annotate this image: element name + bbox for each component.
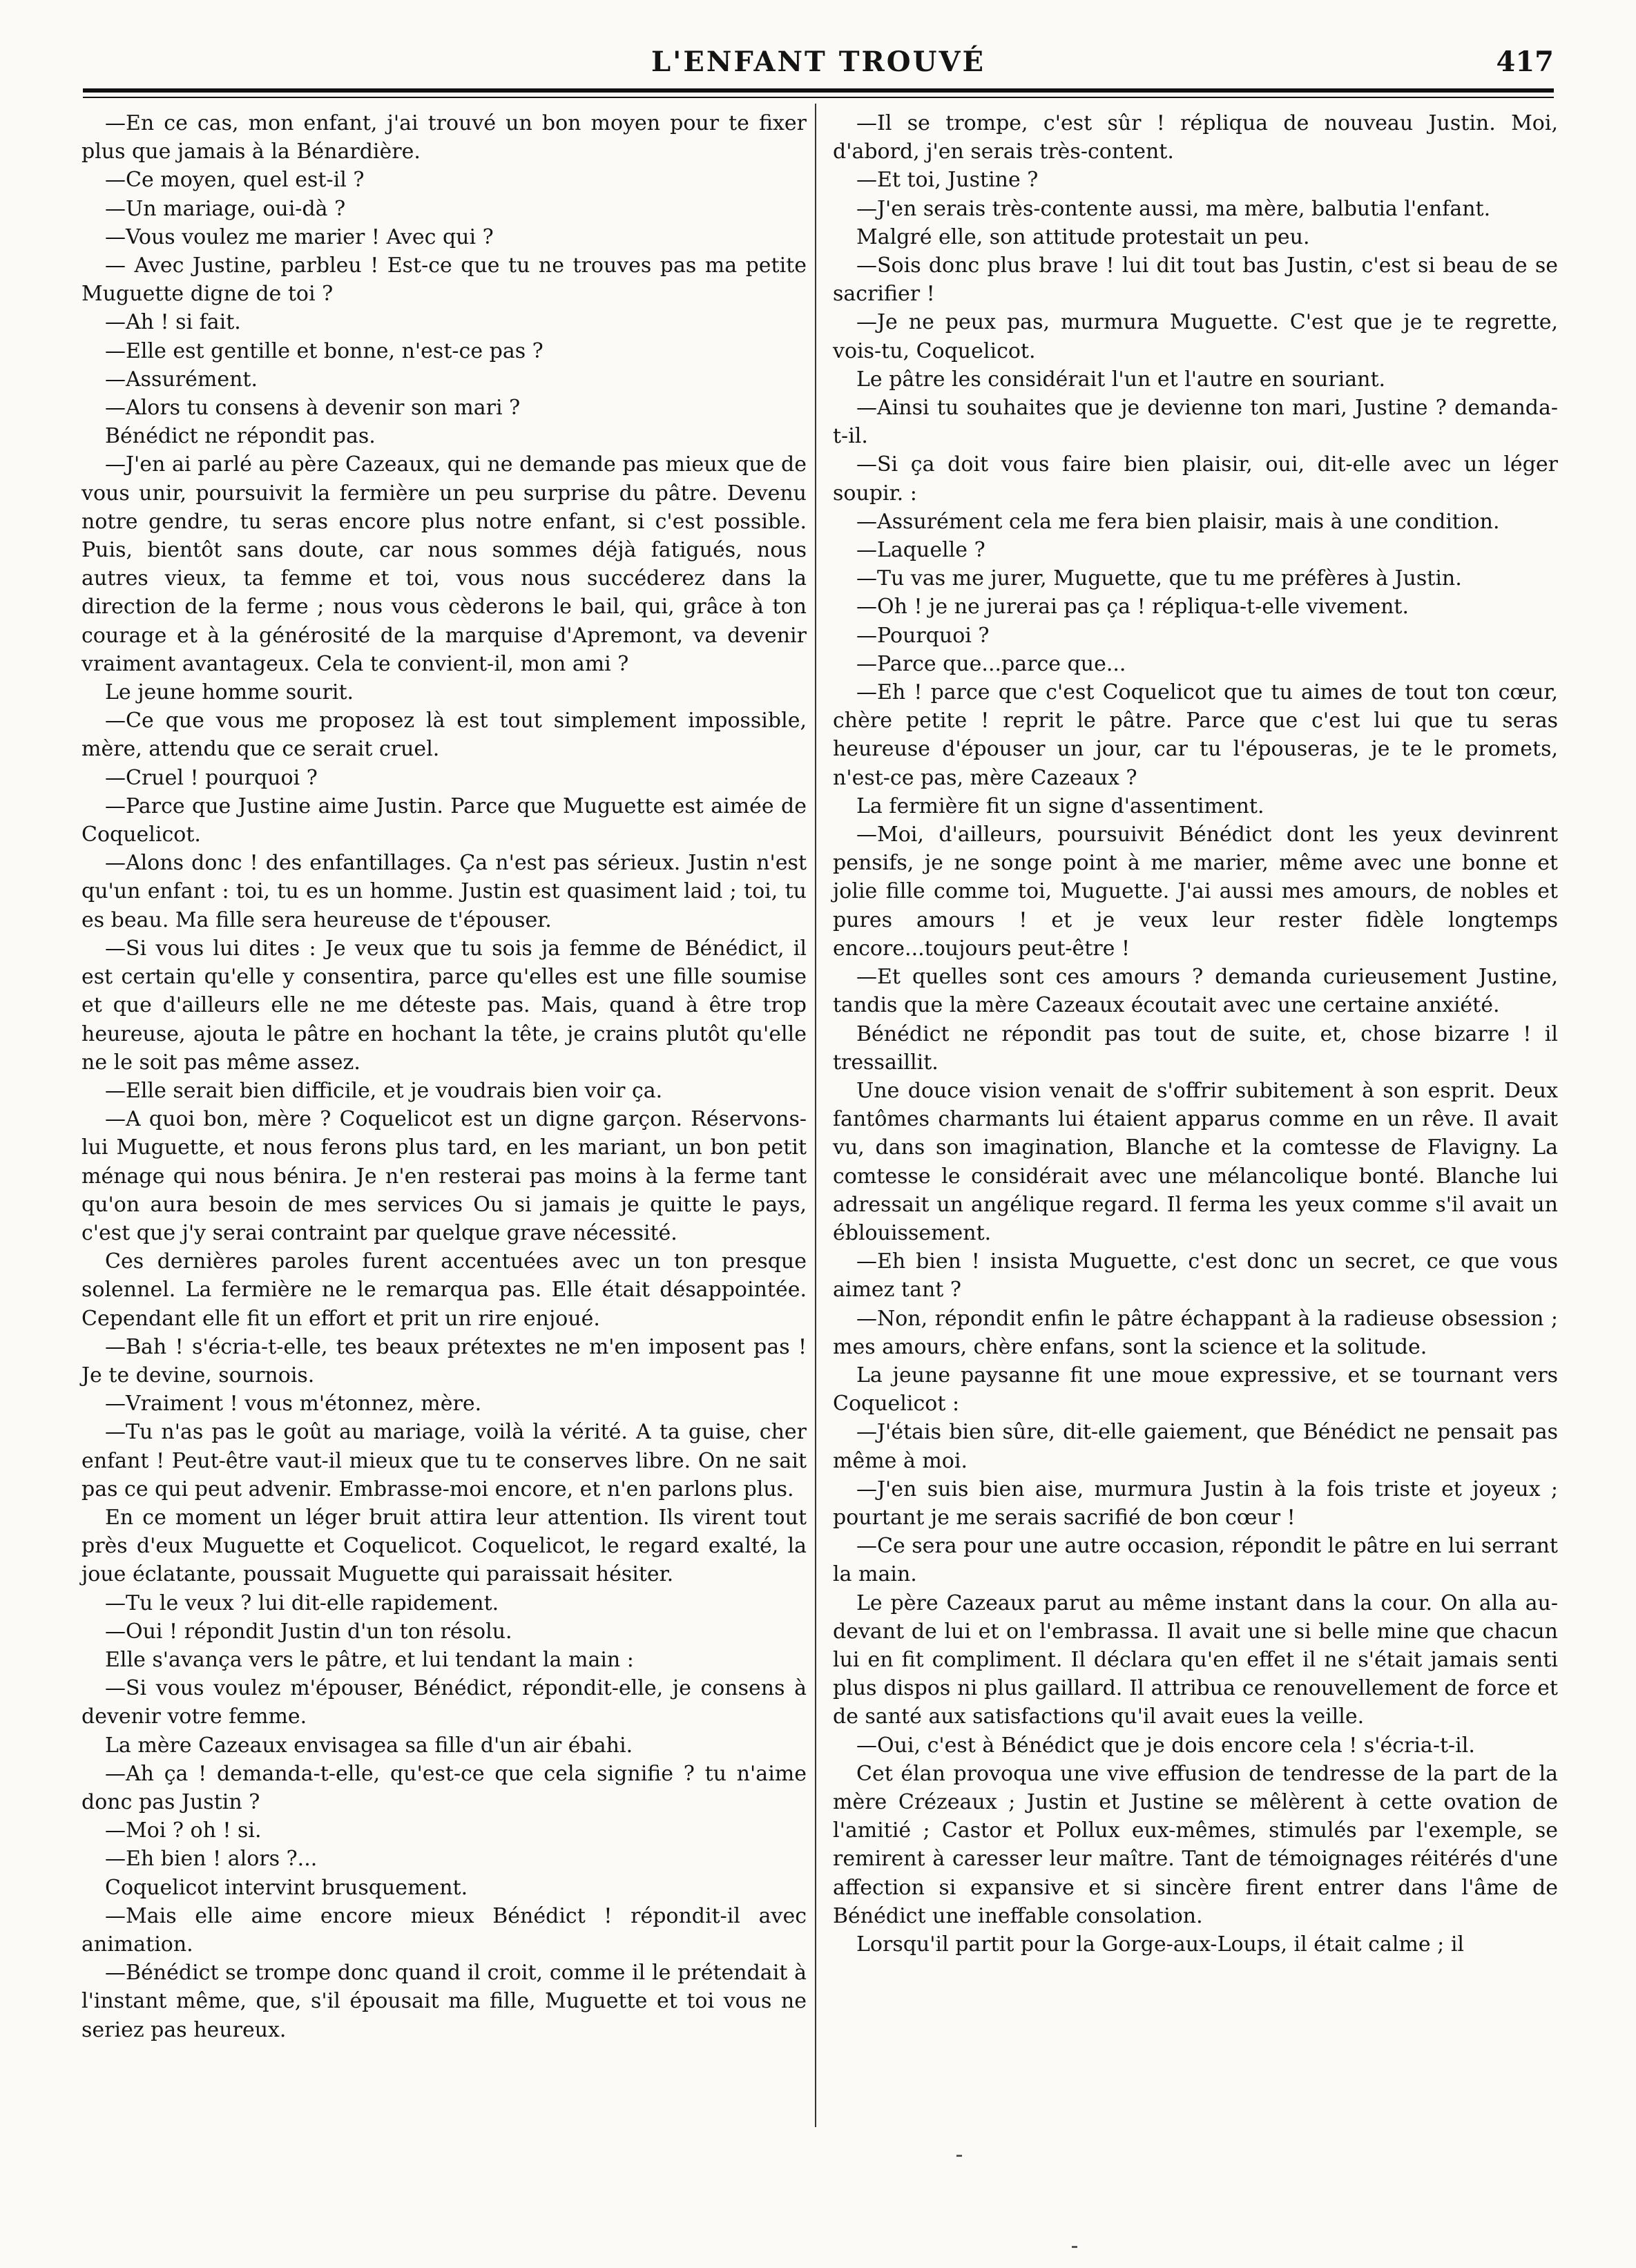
paragraph: —Ce que vous me proposez là est tout simplement impossible, mère, attendu que ce serait cruel. (81, 709, 807, 762)
paragraph: —Moi ? oh ! si. (105, 1818, 262, 1843)
paragraph: —Et quelles sont ces amours ? demanda curieusement Justine, tandis que la mère Cazeaux écoutait avec une certaine anxiété. (833, 965, 1558, 1018)
paragraph: —Il se trompe, c'est sûr ! répliqua de nouveau Justin. Moi, d'abord, j'en serais très-content. (833, 111, 1558, 164)
paragraph: —Parce que...parce que... (856, 651, 1126, 676)
page-header (83, 40, 1554, 95)
paragraph: —Cruel ! pourquoi ? (105, 765, 318, 790)
paragraph: —Oui, c'est à Bénédict que je dois encore cela ! s'écria-t-il. (856, 1733, 1475, 1758)
paragraph: Le pâtre les considérait l'un et l'autre en souriant. (856, 367, 1386, 392)
paragraph: —Ainsi tu souhaites que je devienne ton mari, Justine ? demanda-t-il. (833, 396, 1558, 449)
print-mark (1072, 2246, 1077, 2248)
paragraph: —Elle est gentille et bonne, n'est-ce pas ? (105, 338, 543, 363)
paragraph: En ce moment un léger bruit attira leur attention. Ils virent tout près d'eux Muguette et Coquelicot. Coquelicot, le regard exalté, la joue éclatante, poussait Muguette qui paraissait hésiter. (81, 1505, 807, 1587)
paragraph: —Tu le veux ? lui dit-elle rapidement. (105, 1591, 499, 1615)
column-divider (815, 104, 816, 2127)
paragraph: —Pourquoi ? (856, 623, 990, 648)
paragraph: —Si vous lui dites : Je veux que tu sois ja femme de Bénédict, il est certain qu'elle y consentira, parce qu'elles est une fille soumise et que d'ailleurs elle ne me déteste pas. Mais, quand à être trop heureuse, ajouta le pâtre en hochant la tête, je crains plutôt qu'elle ne le soit pas même assez. (81, 936, 807, 1075)
paragraph: —Oui ! répondit Justin d'un ton résolu. (105, 1619, 512, 1644)
page-number: 417 (1496, 46, 1554, 78)
paragraph: —Sois donc plus brave ! lui dit tout bas Justin, c'est si beau de se sacrifier ! (833, 253, 1558, 307)
paragraph: —Eh ! parce que c'est Coquelicot que tu aimes de tout ton cœur, chère petite ! reprit le pâtre. Parce que c'est lui que tu seras heureuse d'épouser un jour, car tu l'épouseras, je te le promets, n'est-ce pas, mère Cazeaux ? (833, 680, 1558, 790)
paragraph: —Eh bien ! insista Muguette, c'est donc un secret, ce que vous aimez tant ? (833, 1249, 1558, 1303)
paragraph: —Ah ! si fait. (105, 310, 241, 335)
paragraph: —Ah ça ! demanda-t-elle, qu'est-ce que cela signifie ? tu n'aime donc pas Justin ? (81, 1761, 807, 1814)
paragraph: —J'étais bien sûre, dit-elle gaiement, que Bénédict ne pensait pas même à moi. (833, 1420, 1558, 1473)
paragraph: —Non, répondit enfin le pâtre échappant à la radieuse obsession ; mes amours, chère enfans, sont la science et la solitude. (833, 1306, 1558, 1359)
paragraph: —Eh bien ! alors ?... (105, 1847, 318, 1872)
paragraph: — Avec Justine, parbleu ! Est-ce que tu ne trouves pas ma petite Muguette digne de toi ? (81, 253, 807, 307)
header-rule-thin (83, 97, 1554, 98)
paragraph: —Un mariage, oui-dà ? (105, 196, 346, 221)
paragraph: —Alors tu consens à devenir son mari ? (105, 396, 521, 421)
paragraph: —Laquelle ? (856, 538, 985, 563)
paragraph: —Ce sera pour une autre occasion, répondit le pâtre en lui serrant la main. (833, 1534, 1558, 1587)
running-title: L'ENFANT TROUVÉ (651, 46, 986, 78)
paragraph: Malgré elle, son attitude protestait un peu. (856, 224, 1310, 249)
left-column (81, 109, 807, 2044)
paragraph: —Elle serait bien difficile, et je voudrais bien voir ça. (105, 1078, 663, 1103)
paragraph: —Vraiment ! vous m'étonnez, mère. (105, 1392, 482, 1416)
paragraph: —Bah ! s'écria-t-elle, tes beaux prétextes ne m'en imposent pas ! Je te devine, sournois. (81, 1334, 807, 1387)
paragraph: —Moi, d'ailleurs, poursuivit Bénédict dont les yeux devinrent pensifs, je ne songe point à me marier, même avec une bonne et jolie fille comme toi, Muguette. J'ai aussi mes amours, de nobles et pures amours ! et je veux leur rester fidèle longtemps encore...toujours peut-être ! (833, 823, 1558, 961)
print-mark (956, 2155, 962, 2157)
paragraph: —Si ça doit vous faire bien plaisir, oui, dit-elle avec un léger soupir. : (833, 452, 1558, 506)
paragraph: —Assurément. (105, 367, 258, 392)
paragraph: —J'en serais très-contente aussi, ma mère, balbutia l'enfant. (856, 196, 1491, 221)
paragraph: —Oh ! je ne jurerai pas ça ! répliqua-t-elle vivement. (856, 595, 1409, 619)
paragraph: —Assurément cela me fera bien plaisir, mais à une condition. (856, 509, 1500, 534)
paragraph: La mère Cazeaux envisagea sa fille d'un air ébahi. (105, 1733, 633, 1758)
paragraph: —Alons donc ! des enfantillages. Ça n'est pas sérieux. Justin n'est qu'un enfant : toi, tu es un homme. Justin est quasiment laid ; toi, tu es beau. Ma fille sera heureuse de t'épouser. (81, 851, 807, 932)
paragraph: Une douce vision venait de s'offrir subitement à son esprit. Deux fantômes charmants lui étaient apparus comme en un rêve. Il avait vu, dans son imagination, Blanche et la comtesse de Flavigny. La comtesse le considérait avec une mélancolique bonté. Blanche lui adressait un angélique regard. Il ferma les yeux comme s'il avait un éblouissement. (833, 1078, 1558, 1245)
paragraph: —Tu vas me jurer, Muguette, que tu me préfères à Justin. (856, 566, 1462, 591)
paragraph: Le père Cazeaux parut au même instant dans la cour. On alla au-devant de lui et on l'embrassa. Il avait une si belle mine que chacun lui en fit compliment. Il déclara qu'en effet il ne s'était jamais senti plus dispos ni plus gaillard. Il attribua ce renouvellement de force et de santé aux satisfactions qu'il avait eues la veille. (833, 1591, 1558, 1729)
paragraph: Coquelicot intervint brusquement. (105, 1875, 468, 1900)
right-column (833, 109, 1558, 1959)
paragraph: La jeune paysanne fit une moue expressive, et se tournant vers Coquelicot : (833, 1363, 1558, 1416)
paragraph: —Bénédict se trompe donc quand il croit, comme il le prétendait à l'instant même, que, s'il épousait ma fille, Muguette et toi vous ne seriez pas heureux. (81, 1961, 807, 2042)
header-rule-thick (83, 88, 1554, 93)
paragraph: Le jeune homme sourit. (105, 680, 354, 705)
paragraph: Cet élan provoqua une vive effusion de tendresse de la part de la mère Crézeaux ; Justin et Justine se mêlèrent à cette ovation de l'amitié ; Castor et Pollux eux-mêmes, stimulés par l'exemple, se remirent à caresser leur maître. Tant de témoignages réitérés d'une affection si expansive et si sincère firent entrer dans l'âme de Bénédict une ineffable consolation. (833, 1761, 1558, 1928)
paragraph: —Si vous voulez m'épouser, Bénédict, répondit-elle, je consens à devenir votre femme. (81, 1676, 807, 1729)
paragraph: —A quoi bon, mère ? Coquelicot est un digne garçon. Réservons-lui Muguette, et nous ferons plus tard, en les mariant, un bon petit ménage qui nous bénira. Je n'en resterai pas moins à la ferme tant qu'on aura besoin de mes services Ou si jamais je quitte le pays, c'est que j'y serai contraint par quelque grave nécessité. (81, 1107, 807, 1245)
paragraph: —Ce moyen, quel est-il ? (105, 168, 365, 193)
paragraph: —Parce que Justine aime Justin. Parce que Muguette est aimée de Coquelicot. (81, 794, 807, 847)
paragraph: —J'en ai parlé au père Cazeaux, qui ne demande pas mieux que de vous unir, poursuivit la fermière un peu surprise du pâtre. Devenu notre gendre, tu seras encore plus notre enfant, si c'est possible. Puis, bientôt sans doute, car nous sommes déjà fatigués, nous autres vieux, ta femme et toi, vous nous succéderez dans la direction de la ferme ; nous vous cèderons le bail, qui, grâce à ton courage et à la générosité de la marquise d'Apremont, va devenir vraiment avantageux. Cela te convient-il, mon ami ? (81, 452, 807, 676)
paragraph: —Tu n'as pas le goût au mariage, voilà la vérité. A ta guise, cher enfant ! Peut-être vaut-il mieux que tu te conserves libre. On ne sait pas ce qui peut advenir. Embrasse-moi encore, et n'en parlons plus. (81, 1420, 807, 1501)
paragraph: Elle s'avança vers le pâtre, et lui tendant la main : (105, 1647, 634, 1672)
paragraph: —Mais elle aime encore mieux Bénédict ! répondit-il avec animation. (81, 1903, 807, 1957)
paragraph: La fermière fit un signe d'assentiment. (856, 794, 1264, 818)
paragraph: —Je ne peux pas, murmura Muguette. C'est que je te regrette, vois-tu, Coquelicot. (833, 310, 1558, 363)
paragraph: Bénédict ne répondit pas. (105, 424, 376, 449)
paragraph: —J'en suis bien aise, murmura Justin à la fois triste et joyeux ; pourtant je me serais sacrifié de bon cœur ! (833, 1477, 1558, 1530)
paragraph: Lorsqu'il partit pour la Gorge-aux-Loups, il était calme ; il (856, 1932, 1465, 1957)
paragraph: —En ce cas, mon enfant, j'ai trouvé un bon moyen pour te fixer plus que jamais à la Bénardière. (81, 111, 807, 164)
paragraph: Bénédict ne répondit pas tout de suite, et, chose bizarre ! il tressaillit. (833, 1021, 1558, 1075)
paragraph: —Vous voulez me marier ! Avec qui ? (105, 224, 494, 249)
paragraph: —Et toi, Justine ? (856, 168, 1039, 193)
paragraph: Ces dernières paroles furent accentuées avec un ton presque solennel. La fermière ne le remarqua pas. Elle était désappointée. Cependant elle fit un effort et prit un rire enjoué. (81, 1249, 807, 1331)
